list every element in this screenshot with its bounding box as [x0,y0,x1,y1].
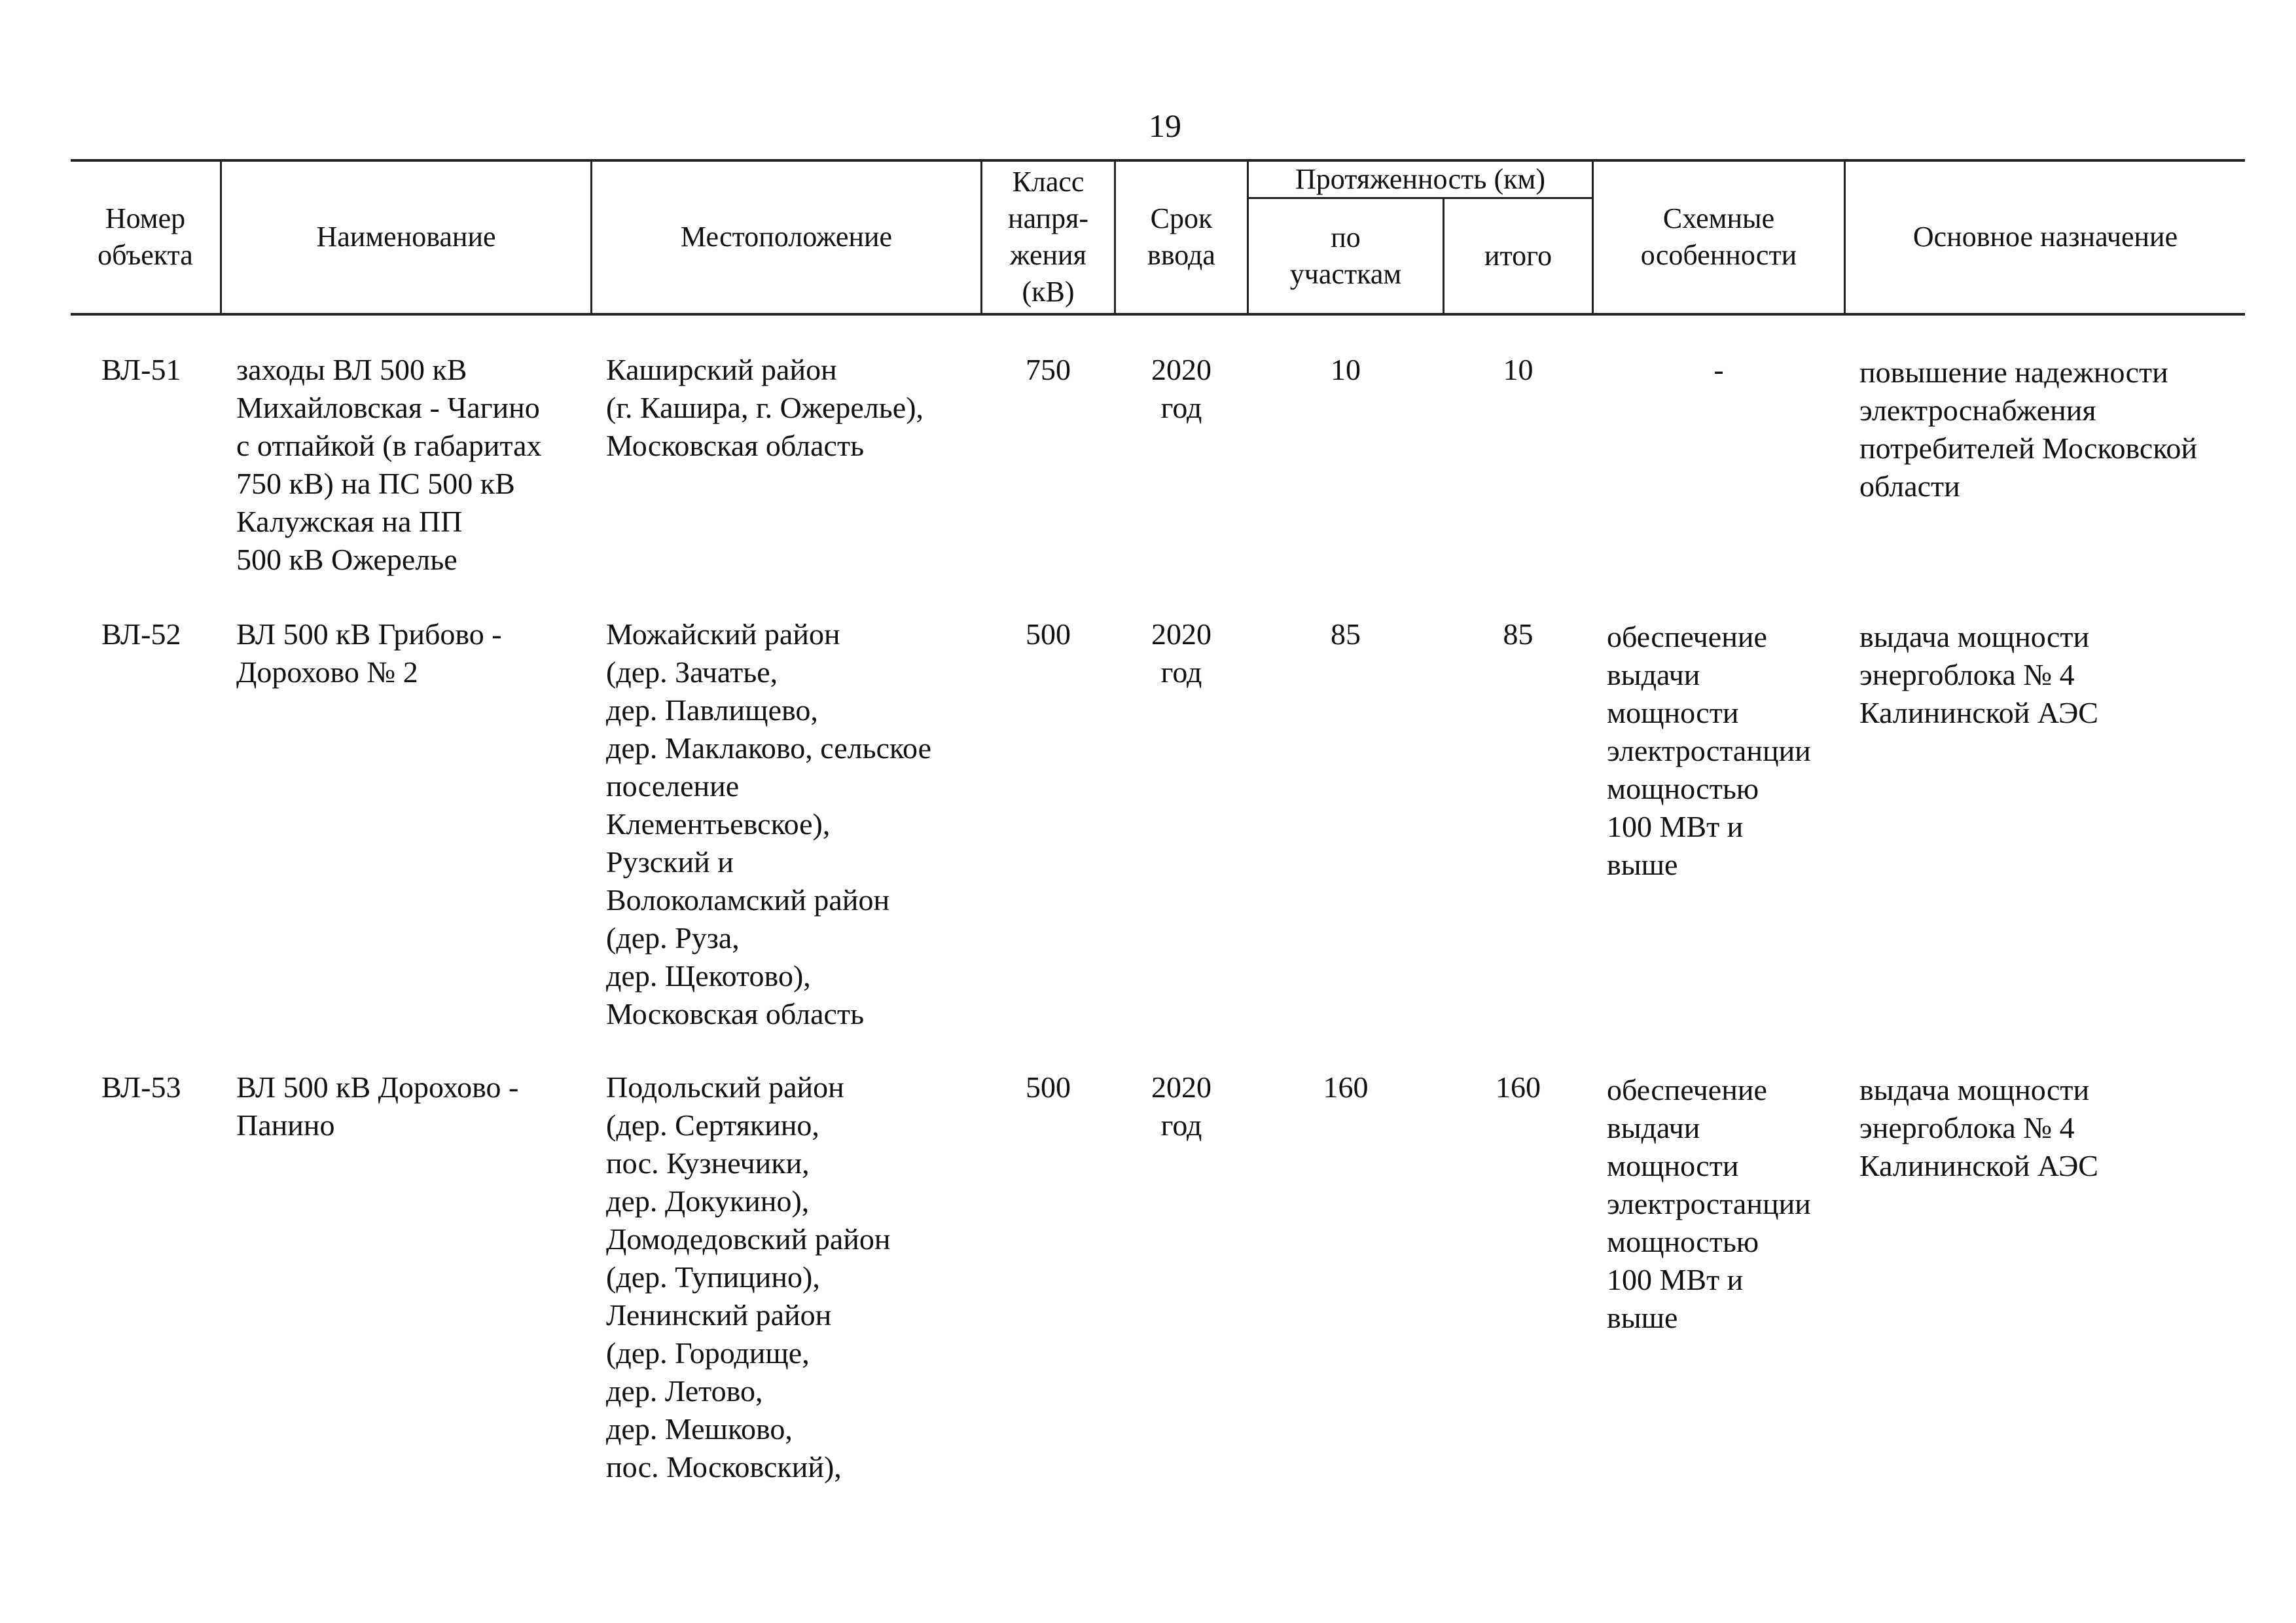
commissioning-term: 2020 год [1151,1070,1211,1142]
header-main-purpose: Основное назначение [1912,221,2178,253]
length-total: 10 [1503,353,1534,386]
header-name: Наименование [316,221,496,253]
object-number: ВЛ-53 [101,1070,181,1104]
length-by-sections: 160 [1323,1070,1369,1104]
voltage-class: 750 [1026,353,1071,386]
main-purpose: выдача мощности энергоблока № 4 Калининской АЭС [1859,1073,2098,1182]
main-purpose: выдача мощности энергоблока № 4 Калининской АЭС [1859,620,2098,729]
header-location: Местоположение [680,221,893,253]
scheme-features: обеспечение выдачи мощности электростанции мощностью 100 МВт и выше [1607,620,1811,881]
header-voltage-class: Класс напря- жения (кВ) [1008,166,1088,308]
page-number: 19 [1149,107,1181,144]
header-bottom-rule [71,313,2245,316]
header-length-by-sections: по участкам [1289,221,1402,290]
voltage-class: 500 [1026,617,1071,651]
length-by-sections: 85 [1331,617,1361,651]
commissioning-term: 2020 год [1151,353,1211,424]
commissioning-term: 2020 год [1151,617,1211,689]
voltage-class: 500 [1026,1070,1071,1104]
object-location: Подольский район (дер. Сертякино, пос. Кузнечики, дер. Докукино), Домодедовский район (дер. Тупицино), Ленинский район (дер. Городище, дер. Летово, дер. Мешково, пос. Московский), [606,1070,891,1484]
header-length-group: Протяженность (км) [1295,162,1545,195]
object-number: ВЛ-52 [101,617,181,651]
length-by-sections: 10 [1331,353,1361,386]
object-name: заходы ВЛ 500 кВ Михайловская - Чагино с отпайкой (в габаритах 750 кВ) на ПС 500 кВ Калужская на ПП 500 кВ Ожерелье [236,353,542,576]
object-number: ВЛ-51 [101,353,181,386]
object-location: Каширский район (г. Кашира, г. Ожерелье), Московская область [606,353,924,462]
length-total: 160 [1496,1070,1541,1104]
header-object-number: Номер объекта [98,202,193,271]
scheme-features: обеспечение выдачи мощности электростанции мощностью 100 МВт и выше [1607,1073,1811,1334]
header-scheme-features: Схемные особенности [1640,202,1797,271]
object-location: Можайский район (дер. Зачатье, дер. Павлищево, дер. Маклаково, сельское поселение Клементьевское), Рузский и Волоколамский район (дер. Руза, дер. Щекотово), Московская область [606,617,932,1030]
object-name: ВЛ 500 кВ Грибово - Дорохово № 2 [236,617,502,689]
length-total: 85 [1503,617,1534,651]
scheme-features: - [1713,353,1724,386]
object-name: ВЛ 500 кВ Дорохово - Панино [236,1070,519,1142]
header-length-total: итого [1484,240,1552,272]
main-purpose: повышение надежности электроснабжения потребителей Московской области [1859,356,2197,503]
header-commissioning: Срок ввода [1147,202,1215,271]
